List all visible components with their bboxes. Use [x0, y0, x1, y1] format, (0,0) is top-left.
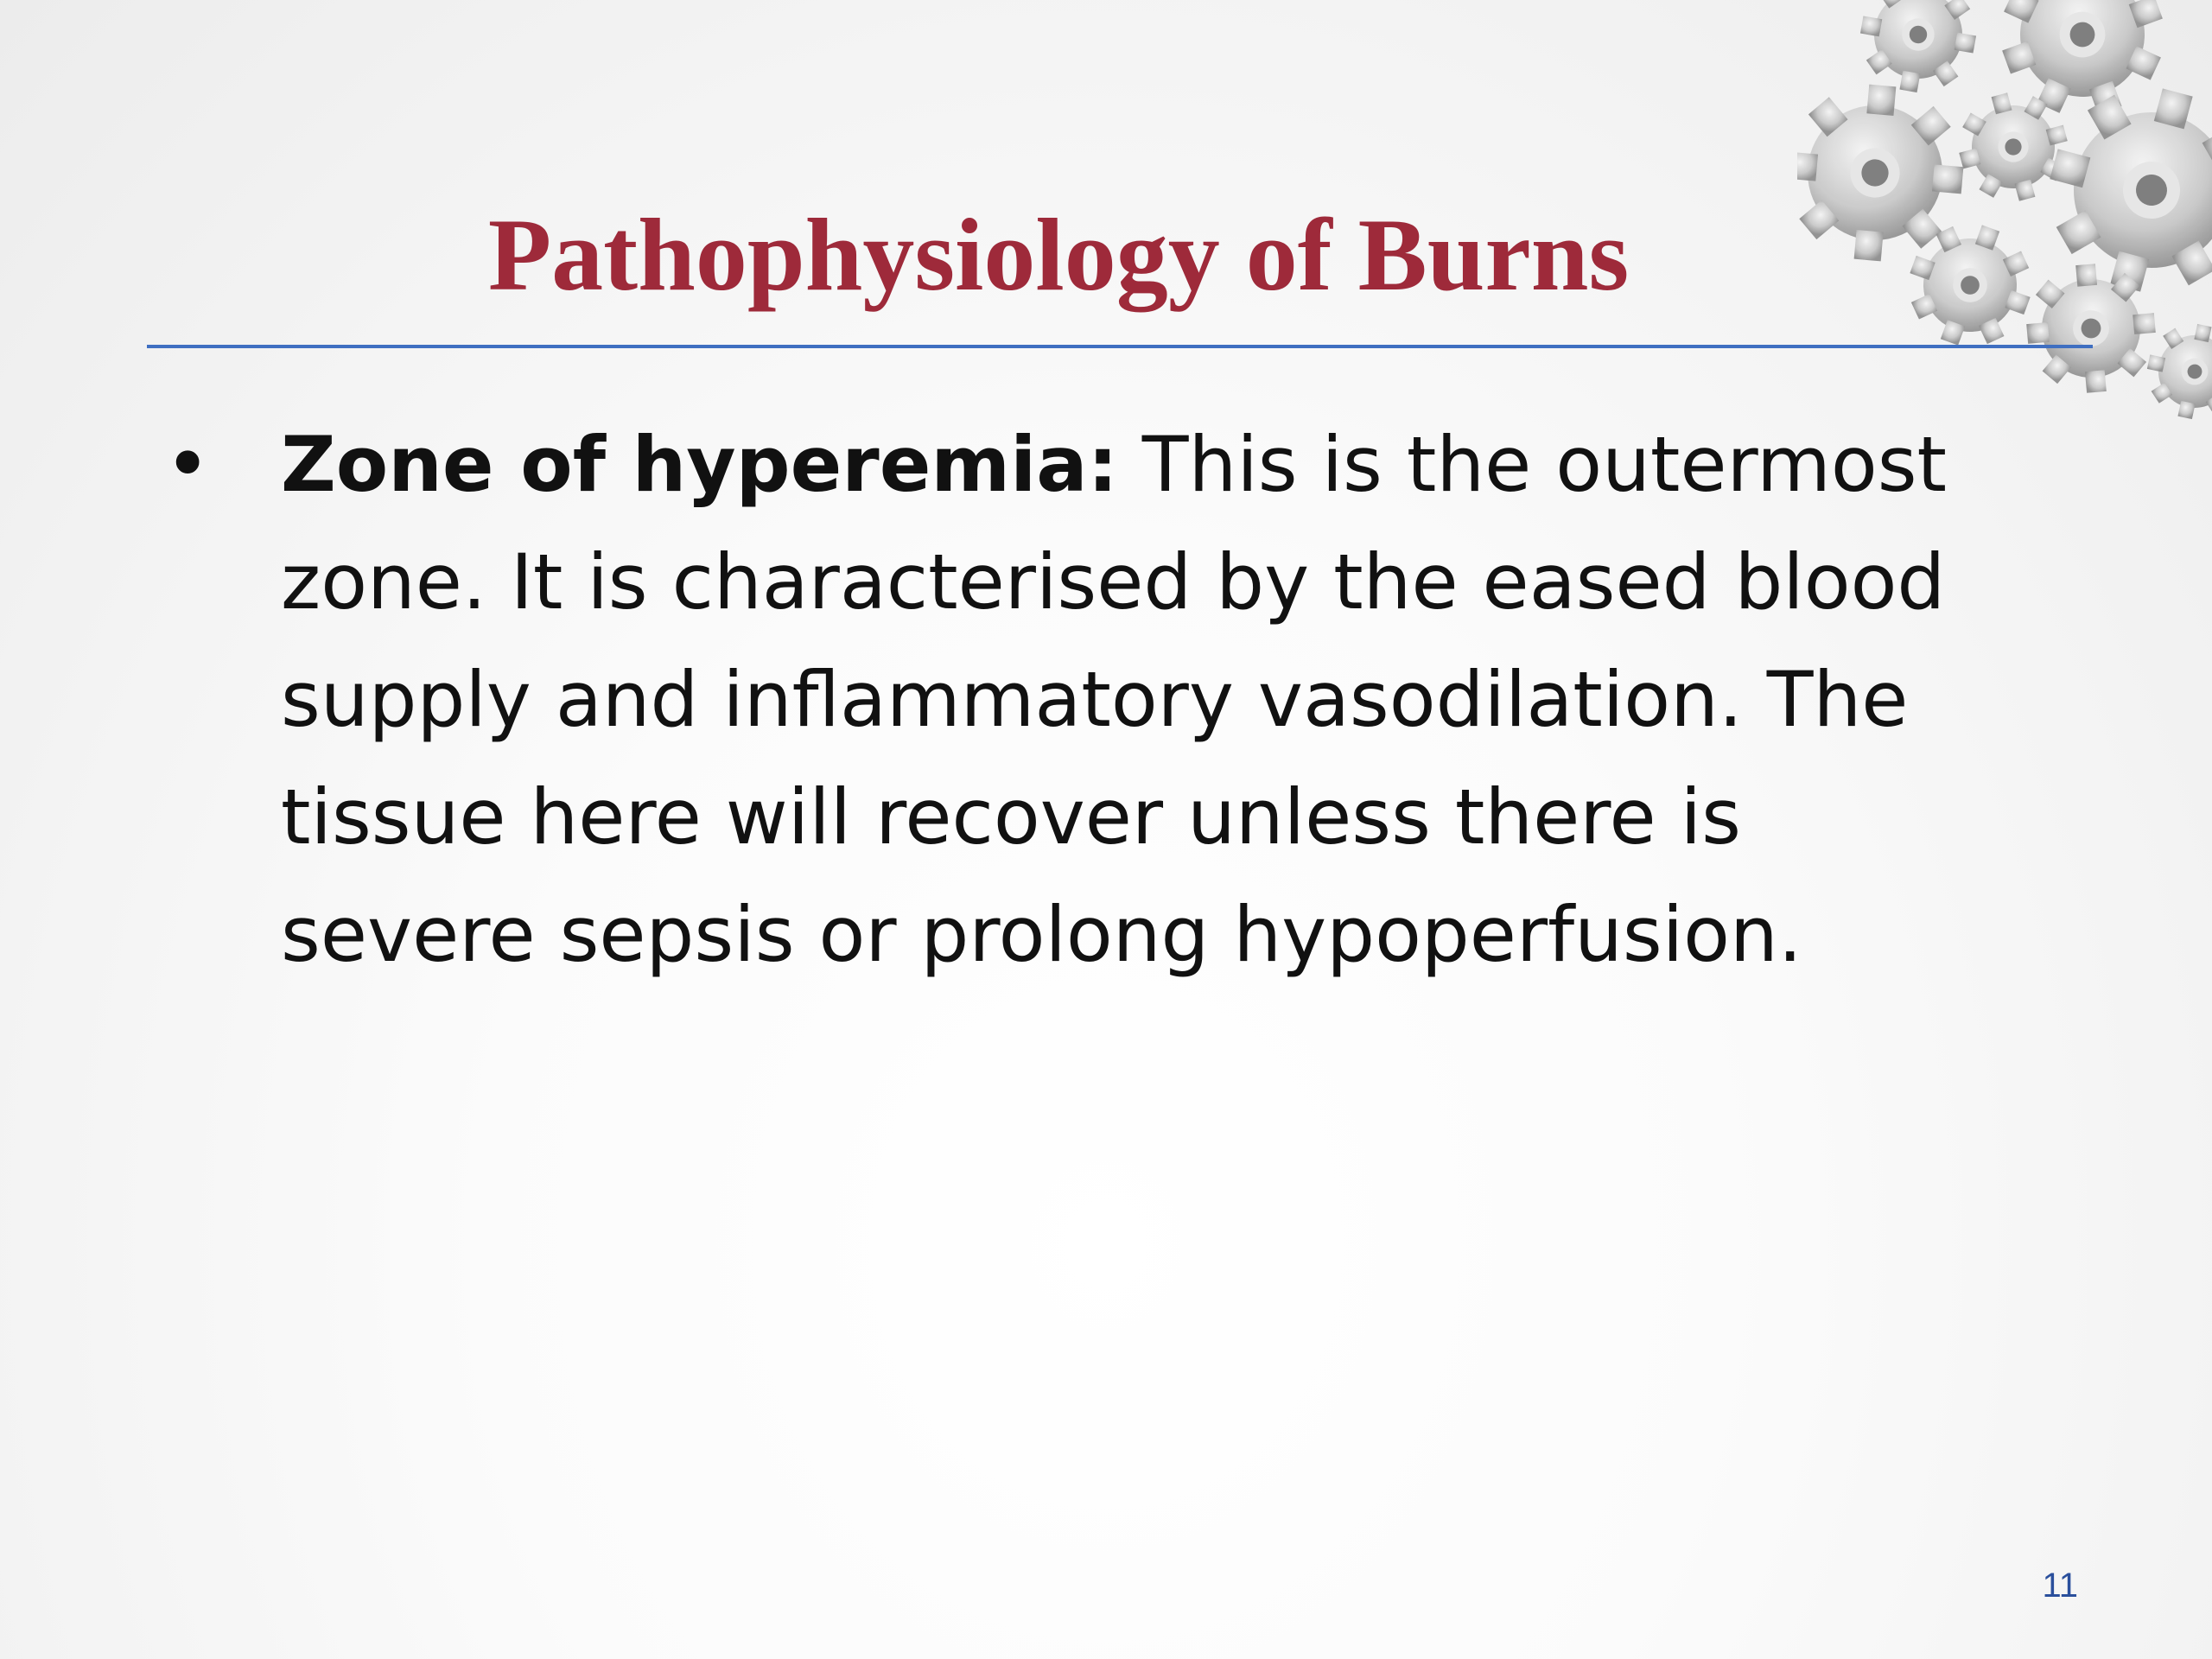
bullet-item [164, 406, 2031, 994]
bullet-description: This is the outermost zone. It is characterised by the eased blood supply and inflammatory vasodilation. The tissue here will recover unless there is severe sepsis or prolong hypoperfusion. [281, 420, 1948, 979]
title-divider [147, 345, 2093, 348]
bullet-text [281, 406, 2009, 994]
bullet-term: Zone of hyperemia: [281, 420, 1118, 509]
bullet-dot-icon: • [164, 418, 212, 511]
page-number: 11 [2042, 1567, 2078, 1605]
slide-title: Pathophysiology of Burns [487, 197, 1630, 312]
slide-content [164, 406, 2031, 994]
